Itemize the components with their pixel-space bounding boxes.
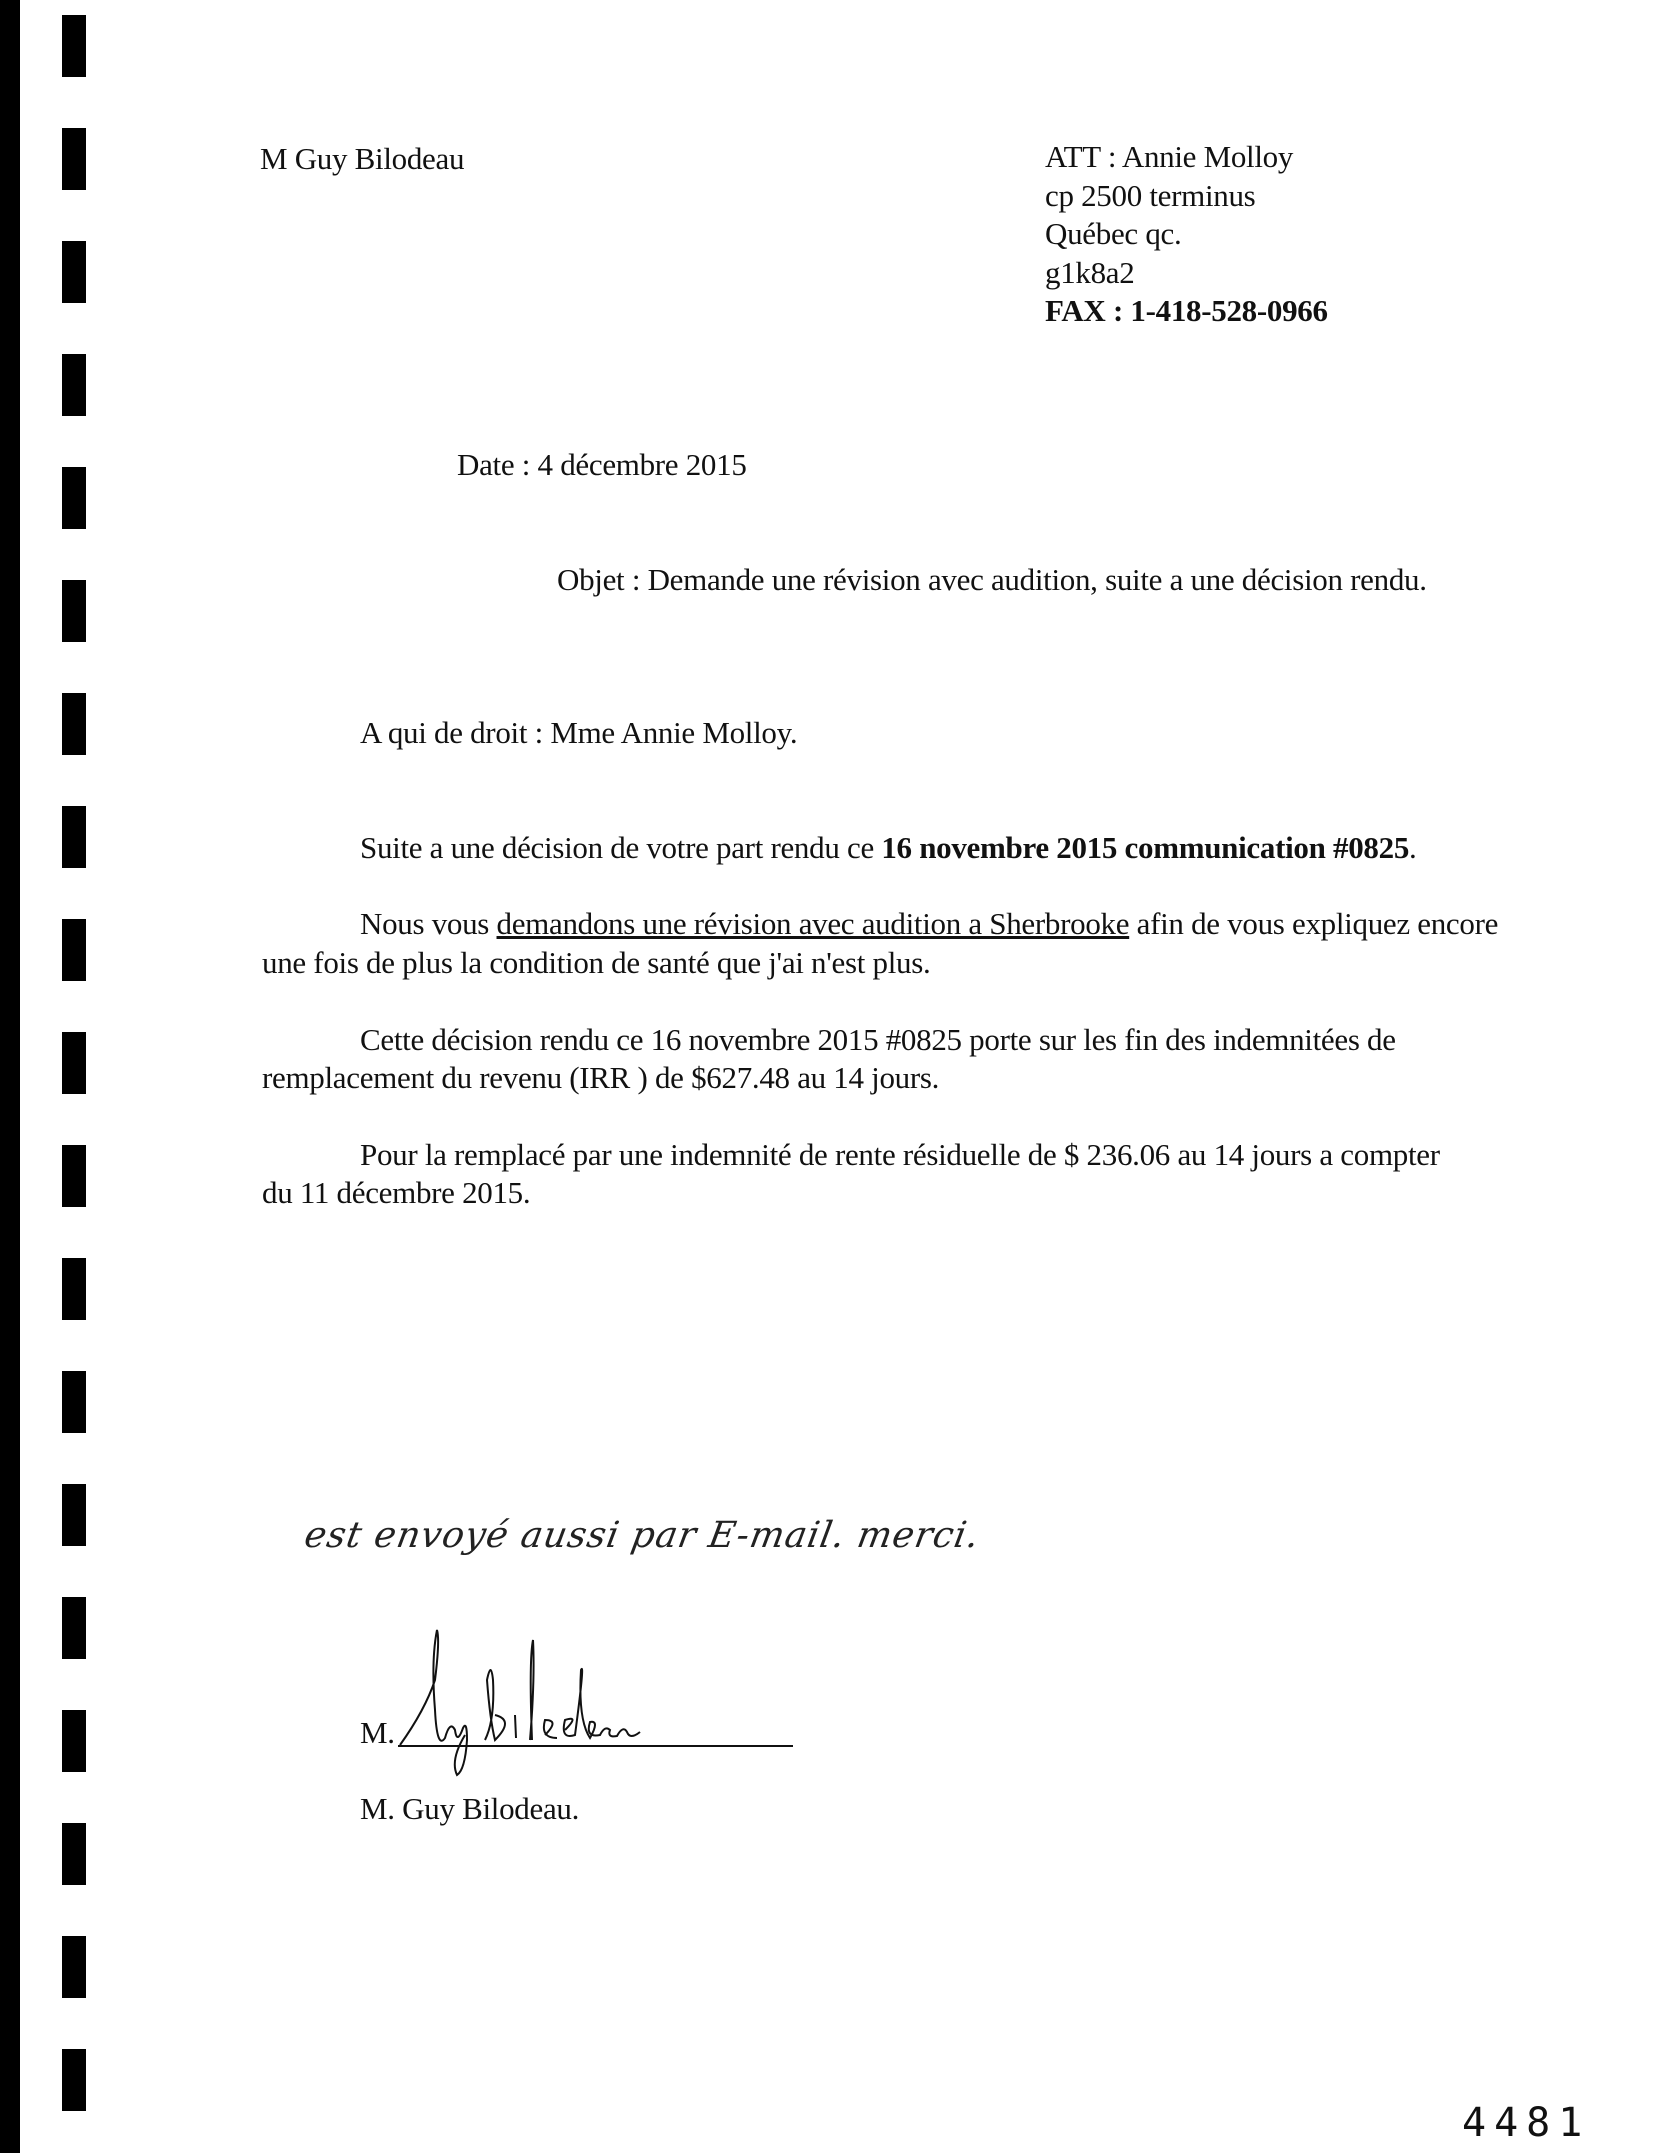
binder-hole-mark — [62, 241, 86, 303]
binder-hole-mark — [62, 1145, 86, 1207]
handwritten-note: est envoyé aussi par E-mail. merci. — [301, 1515, 984, 1556]
p2-text: Nous vous — [360, 906, 497, 941]
binder-hole-mark — [62, 1597, 86, 1659]
paragraph-3-line-1: Cette décision rendu ce 16 novembre 2015 #0825 porte sur les fin des indemnitées de — [360, 1022, 1396, 1057]
page-number: 4481 — [1462, 2100, 1591, 2146]
binder-hole-mark — [62, 580, 86, 642]
paragraph-2-line-2: une fois de plus la condition de santé que j'ai n'est plus. — [262, 945, 931, 980]
printed-name: M. Guy Bilodeau. — [360, 1791, 580, 1826]
p1-bold-reference: 16 novembre 2015 communication #0825 — [881, 830, 1410, 865]
recipient-fax: FAX : 1-418-528-0966 — [1045, 293, 1328, 328]
paragraph-3-line-2: remplacement du revenu (IRR ) de $627.48 au 14 jours. — [262, 1060, 940, 1095]
paragraph-4-line-2: du 11 décembre 2015. — [262, 1175, 531, 1210]
paragraph-4-line-1: Pour la remplacé par une indemnité de rente résiduelle de $ 236.06 au 14 jours a compter — [360, 1137, 1440, 1172]
binder-hole-mark — [62, 15, 86, 77]
binder-hole-mark — [62, 2049, 86, 2111]
salutation: A qui de droit : Mme Annie Molloy. — [360, 715, 798, 750]
binder-hole-mark — [62, 1032, 86, 1094]
recipient-att: ATT : Annie Molloy — [1045, 139, 1294, 174]
paragraph-2-line-1 — [360, 905, 1498, 943]
binder-hole-mark — [62, 1371, 86, 1433]
binder-hole-mark — [62, 354, 86, 416]
binder-hole-mark — [62, 1823, 86, 1885]
binder-hole-mark — [62, 1710, 86, 1772]
sender-name: M Guy Bilodeau — [260, 141, 465, 176]
date-line — [457, 446, 747, 484]
binder-hole-mark — [62, 128, 86, 190]
binder-hole-mark — [62, 1484, 86, 1546]
binder-hole-mark — [62, 806, 86, 868]
date-label: Date : — [457, 447, 531, 482]
p2-text-end: afin de vous expliquez encore — [1129, 906, 1499, 941]
recipient-address2: Québec qc. — [1045, 216, 1182, 251]
binder-hole-mark — [62, 467, 86, 529]
p1-end: . — [1409, 830, 1417, 865]
binder-hole-mark — [62, 1936, 86, 1998]
paragraph-1 — [360, 829, 1416, 867]
binder-hole-mark — [62, 919, 86, 981]
handwritten-signature — [395, 1620, 755, 1780]
scan-edge — [0, 0, 20, 2153]
binder-hole-mark — [62, 1258, 86, 1320]
date-value: 4 décembre 2015 — [537, 447, 747, 482]
recipient-postal: g1k8a2 — [1045, 255, 1135, 290]
p1-text: Suite a une décision de votre part rendu ce — [360, 830, 882, 865]
signature-line — [398, 1745, 793, 1747]
binder-hole-mark — [62, 693, 86, 755]
signature-prefix: M. — [360, 1715, 395, 1750]
recipient-address1: cp 2500 terminus — [1045, 178, 1256, 213]
subject-line: Objet : Demande une révision avec audition, suite a une décision rendu. — [557, 562, 1427, 597]
p2-underlined: demandons une révision avec audition a Sherbrooke — [496, 906, 1130, 941]
